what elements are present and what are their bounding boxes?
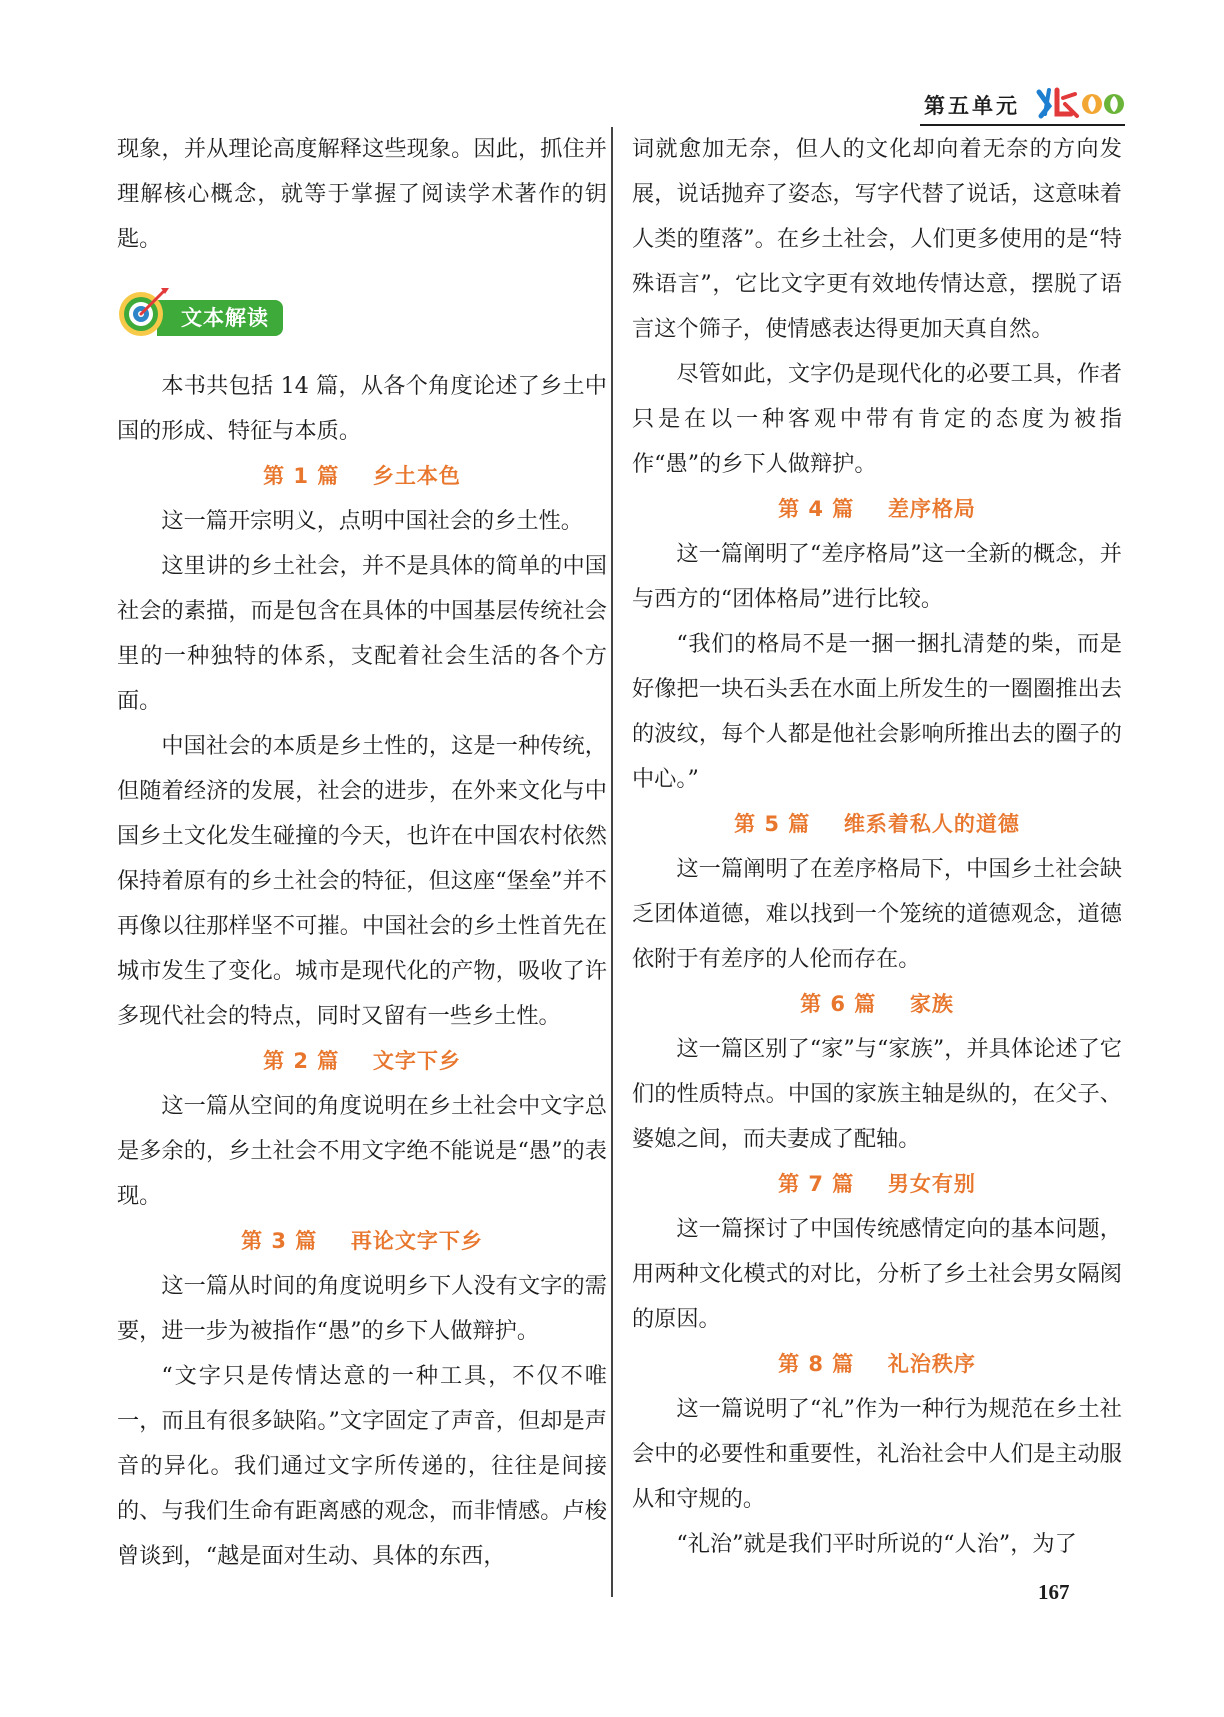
paragraph: 这一篇阐明了“差序格局”这一全新的概念，并与西方的“团体格局”进行比较。 [632, 541, 1122, 612]
paragraph: 这一篇开宗明义，点明中国社会的乡土性。 [161, 508, 583, 534]
chapter-number: 第 3 篇 [241, 1229, 318, 1253]
chapter-title: 文字下乡 [372, 1049, 461, 1073]
chapter-title: 再论文字下乡 [350, 1229, 483, 1253]
left-column [117, 127, 607, 1579]
chapter-title: 乡土本色 [372, 464, 461, 488]
chapter-heading [632, 982, 1122, 1027]
chapter-number: 第 1 篇 [263, 464, 340, 488]
paragraph: 现象，并从理论高度解释这些现象。因此，抓住并理解核心概念，就等于掌握了阅读学术著作的钥匙。 [117, 136, 607, 252]
paragraph: “文字只是传情达意的一种工具，不仅不唯一，而且有很多缺陷。”文字固定了声音，但却是声音的异化。我们通过文字所传递的，往往是间接的、与我们生命有距离感的观念，而非情感。卢梭曾谈到，“越是面对生动、具体的东西， [117, 1363, 607, 1569]
chapter-title: 礼治秩序 [887, 1352, 976, 1376]
paragraph: 这一篇阐明了在差序格局下，中国乡土社会缺乏团体道德，难以找到一个笼统的道德观念，道德依附于有差序的人伦而存在。 [632, 856, 1122, 972]
column-divider [611, 127, 613, 1597]
paragraph: 中国社会的本质是乡土性的，这是一种传统，但随着经济的发展，社会的进步，在外来文化与中国乡土文化发生碰撞的今天，也许在中国农村依然保持着原有的乡土社会的特征，但这座“堡垒”并不再像以往那样坚不可摧。中国社会的乡土性首先在城市发生了变化。城市是现代化的产物，吸收了许多现代社会的特点，同时又留有一些乡土性。 [117, 733, 607, 1029]
unit-header [920, 90, 1125, 130]
chapter-heading [117, 1039, 607, 1084]
chapter-title: 家族 [909, 992, 954, 1016]
paragraph: “我们的格局不是一捆一捆扎清楚的柴，而是好像把一块石头丢在水面上所发生的一圈圈推出去的波纹，每个人都是他社会影响所推出去的圈子的中心。” [632, 631, 1122, 792]
paragraph: “礼治”就是我们平时所说的“人治”，为了 [676, 1531, 1077, 1557]
chapter-heading [632, 487, 1122, 532]
chapter-heading [117, 454, 607, 499]
chapter-heading [632, 1342, 1122, 1387]
header-rule [920, 124, 1125, 126]
chapter-heading [117, 1219, 607, 1264]
unit-label: 第五单元 [924, 94, 1020, 118]
paragraph: 本书共包括 14 篇，从各个角度论述了乡土中国的形成、特征与本质。 [117, 373, 607, 444]
section-badge-label: 文本解读 [157, 300, 283, 336]
paragraph: 尽管如此，文字仍是现代化的必要工具，作者只是在以一种客观中带有肯定的态度为被指作“愚”的乡下人做辩护。 [632, 361, 1122, 477]
chapter-heading [632, 1162, 1122, 1207]
chapter-number: 第 6 篇 [800, 992, 877, 1016]
chapter-number: 第 8 篇 [778, 1352, 855, 1376]
paragraph: 这一篇探讨了中国传统感情定向的基本问题，用两种文化模式的对比，分析了乡土社会男女隔阂的原因。 [632, 1216, 1122, 1332]
chapter-title: 维系着私人的道德 [843, 812, 1020, 836]
paragraph: 词就愈加无奈，但人的文化却向着无奈的方向发展，说话抛弃了姿态，写字代替了说话，这意味着人类的堕落”。在乡土社会，人们更多使用的是“特殊语言”，它比文字更有效地传情达意，摆脱了语言这个筛子，使情感表达得更加天真自然。 [632, 136, 1122, 342]
chapter-title: 男女有别 [887, 1172, 976, 1196]
chapter-title: 差序格局 [887, 497, 976, 521]
chapter-number: 第 5 篇 [734, 812, 811, 836]
right-column [632, 127, 1122, 1567]
target-icon [117, 284, 173, 340]
chapter-number: 第 2 篇 [263, 1049, 340, 1073]
section-badge [117, 284, 607, 354]
paragraph: 这一篇说明了“礼”作为一种行为规范在乡土社会中的必要性和重要性，礼治社会中人们是主动服从和守规的。 [632, 1396, 1122, 1512]
paragraph: 这一篇区别了“家”与“家族”，并具体论述了它们的性质特点。中国的家族主轴是纵的，在父子、婆媳之间，而夫妻成了配轴。 [632, 1036, 1122, 1152]
page-number: 167 [1038, 1580, 1070, 1604]
paragraph: 这里讲的乡土社会，并不是具体的简单的中国社会的素描，而是包含在具体的中国基层传统社会里的一种独特的体系，支配着社会生活的各个方面。 [117, 553, 607, 714]
chapter-heading [632, 802, 1122, 847]
paragraph: 这一篇从时间的角度说明乡下人没有文字的需要，进一步为被指作“愚”的乡下人做辩护。 [117, 1273, 607, 1344]
chapter-number: 第 4 篇 [778, 497, 855, 521]
paragraph: 这一篇从空间的角度说明在乡土社会中文字总是多余的，乡土社会不用文字绝不能说是“愚”的表现。 [117, 1093, 607, 1209]
chapter-number: 第 7 篇 [778, 1172, 855, 1196]
unit-logo-icon [1035, 84, 1125, 122]
